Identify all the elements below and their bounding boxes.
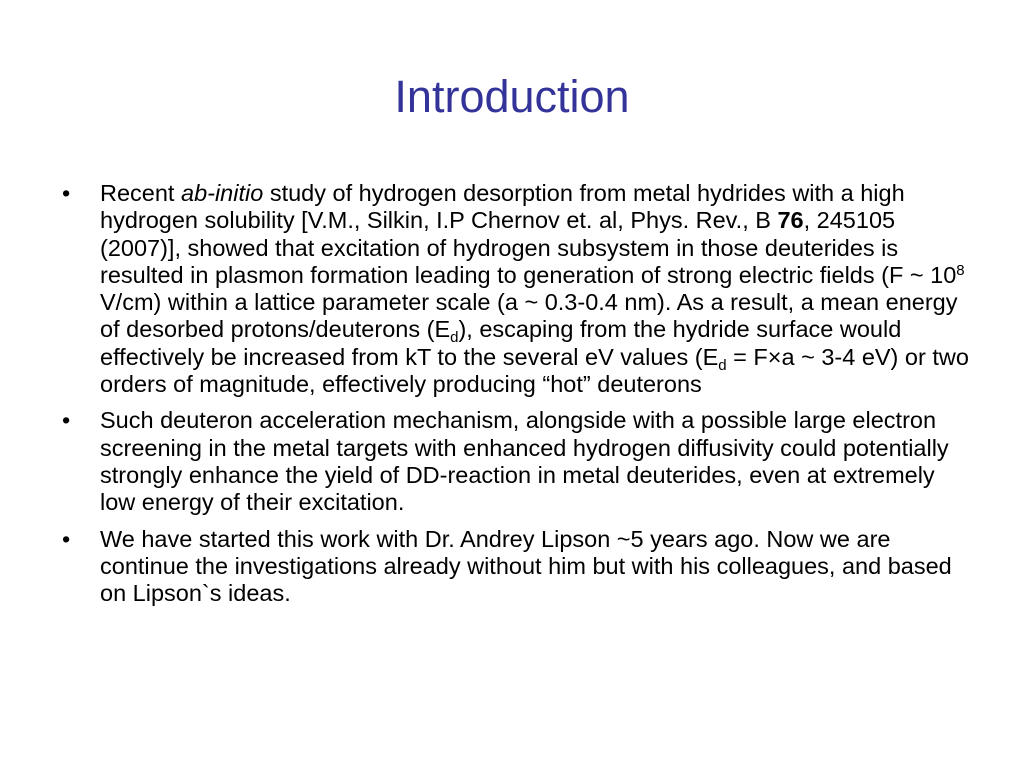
text-run: , 245105 (2007)], showed that excitation of hydrogen subsystem in those deuterides is resulted in plasmon formation leading to generation of strong electric fields (F ~ 10 — [100, 207, 957, 288]
text-run-italic: ab-initio — [181, 180, 264, 206]
text-run-superscript: 8 — [956, 261, 965, 279]
bullet-dot-icon: • — [62, 180, 71, 206]
text-run: study of hydrogen desorption from metal hydrides with a high hydrogen solubility [V.M., Silkin, I.P Chernov et. al, Phys. Rev., B — [100, 180, 905, 234]
text-run: ), escaping from the hydride surface would effectively be increased from kT to the several eV values (E — [100, 316, 902, 370]
slide-title: Introduction — [394, 71, 630, 122]
bullet-text — [100, 526, 972, 608]
text-run-bold: 76 — [777, 207, 804, 234]
text-run: = F×a ~ 3-4 eV) or two orders of magnitude, effectively producing “hot” deuterons — [100, 343, 969, 398]
text-run-subscript: d — [450, 329, 459, 347]
bullet-dot-icon: • — [62, 525, 71, 552]
bullet-item — [62, 180, 972, 398]
text-run: We have started this work with Dr. Andrey Lipson ~5 years ago. Now we are continue the investigations already without him but with his colleagues, and based on Lipson`s ideas. — [100, 525, 952, 607]
text-run-subscript: d — [718, 356, 727, 374]
text-run: Recent — [100, 180, 181, 206]
bullet-text — [100, 407, 972, 516]
text-run: Such deuteron acceleration mechanism, alongside with a possible large electron screening in the metal targets with enhanced hydrogen diffusivity could potentially strongly enhance the yield of DD-reaction in metal deuterides, even at extremely low energy of their excitation. — [100, 407, 949, 516]
bullet-dot-icon: • — [62, 407, 71, 434]
bullet-list — [62, 180, 972, 607]
text-run: V/cm) within a lattice parameter scale (a ~ 0.3-0.4 nm). As a result, a mean energy of desorbed protons/deuterons (E — [100, 289, 958, 343]
bullet-text — [100, 180, 972, 398]
bullet-item — [62, 407, 972, 516]
bullet-item — [62, 526, 972, 608]
